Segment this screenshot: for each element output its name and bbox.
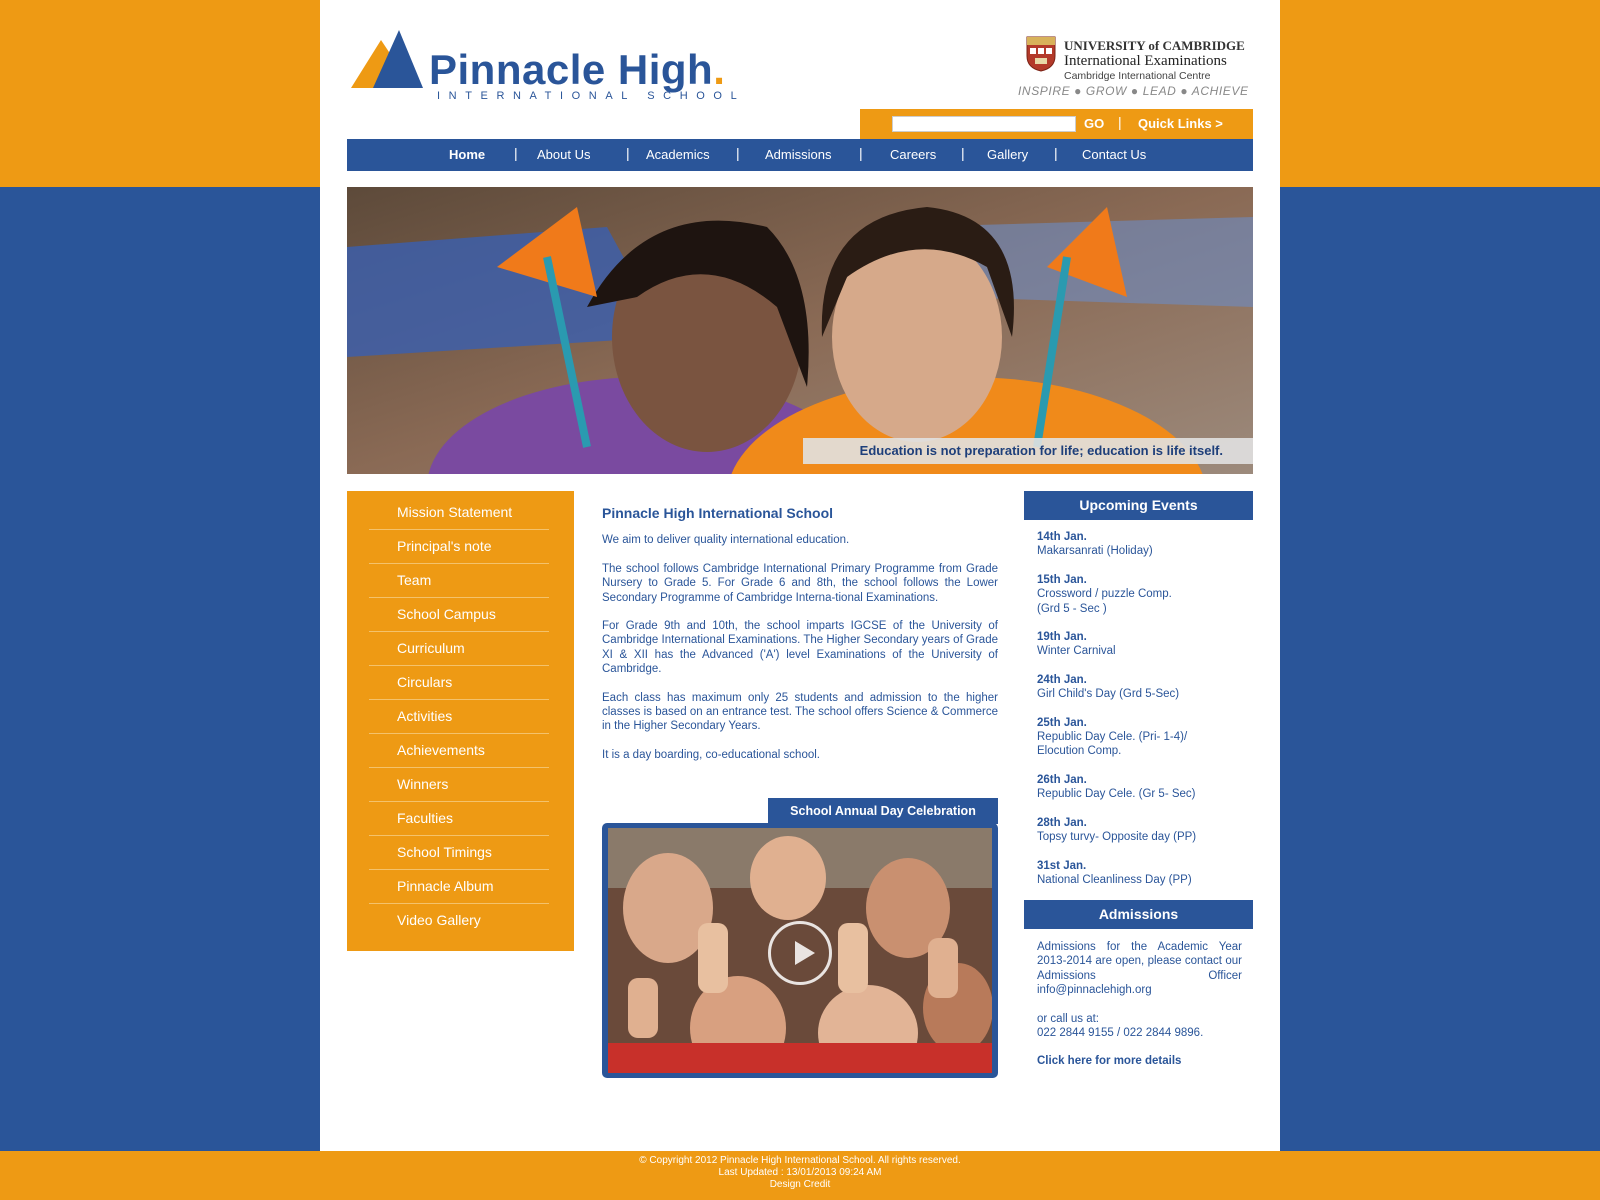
event-item — [1037, 573, 1242, 616]
sidebar-item-label: Team — [397, 572, 432, 588]
events-list — [1037, 530, 1242, 901]
footer-design-credit[interactable]: Design Credit — [769, 1179, 831, 1190]
event-date: 26th Jan. — [1037, 773, 1087, 786]
quick-links-button[interactable]: Quick Links > — [1138, 116, 1223, 131]
logo-subtitle: INTERNATIONAL SCHOOL — [437, 90, 746, 102]
primary-programme-paragraph: The school follows Cambridge International Primary Programme from Grade Nursery to Grade 5. For Grade 6 and 8th, the school follows the Lower Secondary Programme of Cambridge Interna-tional Examinations. — [602, 562, 998, 604]
video-player[interactable] — [602, 823, 998, 1078]
event-item — [1037, 859, 1242, 888]
event-date: 24th Jan. — [1037, 673, 1087, 686]
sidebar-item-faculties[interactable] — [369, 802, 549, 836]
sidebar-item-label: Faculties — [397, 810, 454, 826]
sidebar-item-label: Activities — [397, 708, 453, 724]
nav-separator: | — [961, 145, 965, 161]
search-separator: | — [1118, 114, 1122, 130]
admissions-text: Admissions for the Academic Year 2013-2014 are open, please contact our Admissions Officer info@pinnaclehigh.org — [1037, 941, 1242, 997]
footer-copyright: © Copyright 2012 Pinnacle High International School. All rights reserved. — [639, 1155, 961, 1166]
event-title: Elocution Comp. — [1037, 745, 1122, 758]
event-date: 19th Jan. — [1037, 631, 1087, 644]
sidebar-item-label: Video Gallery — [397, 912, 481, 928]
sidebar-item-label: Achievements — [397, 742, 485, 758]
hero-banner — [347, 187, 1253, 474]
cambridge-badge — [1018, 34, 1256, 104]
hero-quote: Education is not preparation for life; education is life itself. — [803, 438, 1253, 464]
event-title: Winter Carnival — [1037, 645, 1116, 658]
cambridge-exams-name: International Examinations — [1064, 53, 1227, 69]
sidebar-item-activities[interactable] — [369, 700, 549, 734]
admissions-call-label: or call us at: — [1037, 1012, 1099, 1025]
event-item — [1037, 773, 1242, 802]
nav-separator: | — [859, 145, 863, 161]
main-content — [602, 506, 998, 776]
footer-last-updated: Last Updated : 13/01/2013 09:24 AM — [718, 1167, 882, 1178]
nav-academics[interactable]: Academics — [646, 147, 710, 162]
admissions-heading: Admissions — [1024, 900, 1253, 929]
event-item — [1037, 816, 1242, 845]
logo-wordmark — [429, 46, 725, 94]
cambridge-centre-label: Cambridge International Centre — [1064, 70, 1211, 82]
sidebar-item-label: Mission Statement — [397, 504, 513, 520]
nav-careers[interactable]: Careers — [890, 147, 937, 162]
cambridge-tagline: INSPIRE ● GROW ● LEAD ● ACHIEVE — [1018, 84, 1249, 98]
sidebar-item-winners[interactable] — [369, 768, 549, 802]
event-title: Republic Day Cele. (Gr 5- Sec) — [1037, 788, 1196, 801]
nav-contact-us[interactable]: Contact Us — [1082, 147, 1147, 162]
main-navigation — [347, 139, 1253, 171]
sidebar-item-curriculum[interactable] — [369, 632, 549, 666]
main-title: Pinnacle High International School — [602, 505, 834, 521]
sidebar-item-principals-note[interactable] — [369, 530, 549, 564]
admissions-phones: 022 2844 9155 / 022 2844 9896. — [1037, 1027, 1204, 1040]
sidebar-item-label: School Timings — [397, 844, 492, 860]
school-logo[interactable] — [347, 18, 747, 110]
footer — [0, 1151, 1600, 1200]
event-item — [1037, 630, 1242, 659]
sidebar-item-mission-statement[interactable] — [369, 496, 549, 530]
sidebar-item-label: Circulars — [397, 674, 453, 690]
sidebar-item-school-campus[interactable] — [369, 598, 549, 632]
sidebar-item-pinnacle-album[interactable] — [369, 870, 549, 904]
nav-separator: | — [736, 145, 740, 161]
upcoming-events-heading: Upcoming Events — [1024, 491, 1253, 520]
nav-gallery[interactable]: Gallery — [987, 147, 1029, 162]
sidebar-item-label: Principal's note — [397, 538, 492, 554]
nav-separator: | — [1054, 145, 1058, 161]
pinnacle-triangle-logo-icon — [347, 24, 437, 104]
admissions-panel — [1037, 940, 1242, 1069]
search-go-button[interactable]: GO — [1084, 116, 1105, 131]
sidebar-item-video-gallery[interactable] — [369, 904, 549, 937]
sidebar-item-label: Curriculum — [397, 640, 465, 656]
school-type-paragraph: It is a day boarding, co-educational school. — [602, 748, 820, 761]
event-title: Topsy turvy- Opposite day (PP) — [1037, 831, 1197, 844]
cambridge-crest-icon — [1026, 36, 1056, 72]
page-container — [320, 0, 1280, 1151]
igcse-paragraph: For Grade 9th and 10th, the school imparts IGCSE of the University of Cambridge International Examinations. The Higher Secondary years of Grade XI & XII has the Advanced ('A') level Examinations of the University of Cambridge. — [602, 620, 998, 676]
video-thumbnail — [608, 828, 992, 1073]
event-item — [1037, 716, 1242, 759]
sidebar-menu — [347, 491, 574, 951]
search-bar — [860, 109, 1253, 139]
event-date: 25th Jan. — [1037, 716, 1087, 729]
event-date: 14th Jan. — [1037, 531, 1087, 543]
event-date: 15th Jan. — [1037, 573, 1087, 586]
nav-home[interactable]: Home — [449, 147, 486, 162]
event-title: Crossword / puzzle Comp. — [1037, 588, 1172, 601]
nav-separator: | — [514, 145, 518, 161]
search-input[interactable] — [892, 116, 1076, 132]
nav-about-us[interactable]: About Us — [537, 147, 591, 162]
event-item — [1037, 673, 1242, 702]
event-title: National Cleanliness Day (PP) — [1037, 873, 1192, 886]
hero-children-photo — [347, 187, 1253, 474]
cambridge-university-name: UNIVERSITY of CAMBRIDGE — [1064, 38, 1245, 53]
nav-admissions[interactable]: Admissions — [765, 147, 832, 162]
class-size-paragraph: Each class has maximum only 25 students and admission to the higher classes is based on an entrance test. The school offers Science & Commerce in the Higher Secondary Years. — [602, 691, 998, 733]
sidebar-item-label: School Campus — [397, 606, 496, 622]
event-title: Girl Child's Day (Grd 5-Sec) — [1037, 688, 1180, 701]
sidebar-item-label: Pinnacle Album — [397, 878, 494, 894]
sidebar-item-team[interactable] — [369, 564, 549, 598]
event-title: Makarsanrati (Holiday) — [1037, 545, 1153, 558]
intro-paragraph: We aim to deliver quality international education. — [602, 534, 850, 547]
logo-dot: . — [713, 46, 726, 93]
sidebar-item-label: Winners — [397, 776, 449, 792]
play-icon[interactable] — [768, 921, 832, 985]
admissions-details-link[interactable]: Click here for more details — [1037, 1055, 1182, 1068]
nav-separator: | — [626, 145, 630, 161]
event-item — [1037, 530, 1242, 559]
event-title: Republic Day Cele. (Pri- 1-4)/ — [1037, 731, 1188, 744]
sidebar-item-school-timings[interactable] — [369, 836, 549, 870]
event-date: 28th Jan. — [1037, 816, 1087, 829]
event-title: (Grd 5 - Sec ) — [1037, 602, 1107, 615]
video-title-tab: School Annual Day Celebration — [768, 798, 998, 824]
logo-name: Pinnacle High — [429, 46, 714, 93]
sidebar-item-achievements[interactable] — [369, 734, 549, 768]
event-date: 31st Jan. — [1037, 859, 1087, 872]
sidebar-item-circulars[interactable] — [369, 666, 549, 700]
